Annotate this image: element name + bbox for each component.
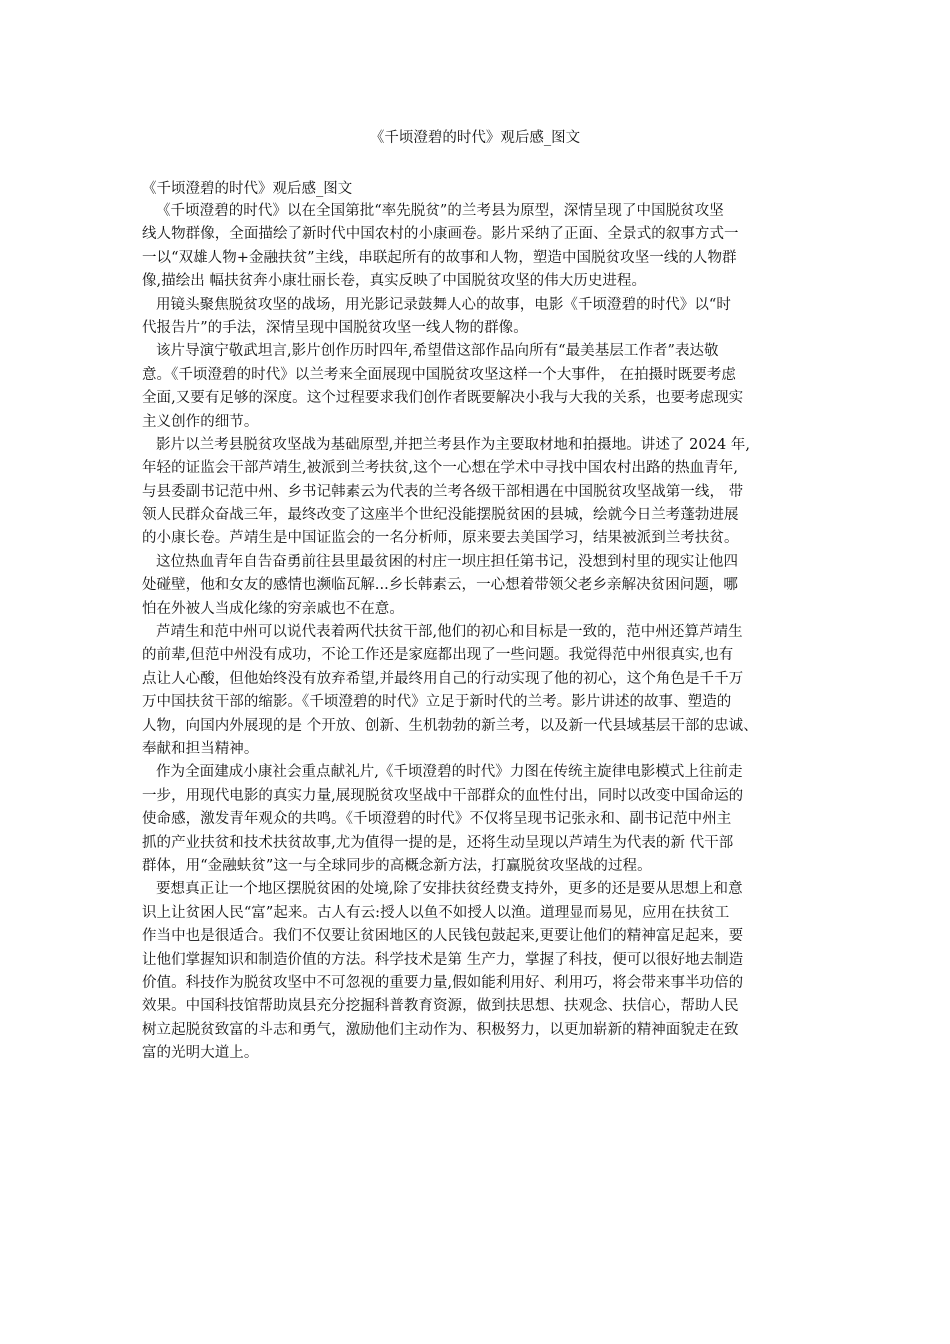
paragraph xyxy=(142,434,810,551)
text-line: 一步，用现代电影的真实力量,展现脱贫攻坚战中干部群众的血性付出，同时以改变中国命运的 xyxy=(142,787,744,804)
text-line: 抓的产业扶贫和技术扶贫故事,尤为值得一提的是，还将生动呈现以芦靖生为代表的新 代干部 xyxy=(142,834,734,851)
text-line: 意。《千顷澄碧的时代》以兰考来全面展现中国脱贫攻坚这样一个大事件， 在拍摄时既要考虑 xyxy=(142,366,736,383)
paragraph xyxy=(142,294,810,341)
text-line: 领人民群众奋战三年，最终改变了这座半个世纪没能摆脱贫困的县城，绘就今日兰考蓬勃进展 xyxy=(142,507,739,524)
text-line: 影片以兰考县脱贫攻坚战为基础原型,并把兰考县作为主要取材地和拍摄地。讲述了 2024 年, xyxy=(156,436,751,453)
paragraph xyxy=(142,878,810,1065)
text-line: 人物，向国内外展现的是 个开放、创新、生机勃勃的新兰考，以及新一代县域基层干部的忠诚、 xyxy=(142,717,758,734)
text-line: 的小康长卷。芦靖生是中国证监会的一名分析师，原来要去美国学习，结果被派到兰考扶贫。 xyxy=(142,530,739,547)
text-line: 全面,又要有足够的深度。这个过程要求我们创作者既要解决小我与大我的关系，也要考虑现实 xyxy=(142,390,744,407)
text-line: 的前辈,但范中州没有成功，不论工作还是家庭都出现了一些问题。我觉得范中州很真实,也有 xyxy=(142,647,734,664)
text-line: 富的光明大道上。 xyxy=(142,1045,259,1062)
text-line: 群体，用“金融蚨贫”这一与全球同步的高概念新方法，打赢脱贫攻坚战的过程。 xyxy=(142,857,652,874)
text-line: 作为全面建成小康社会重点献礼片,《千顷澄碧的时代》力图在传统主旋律电影模式上往前走 xyxy=(156,764,743,781)
text-line: 该片导演宁敬武坦言,影片创作历时四年,希望借这部作品向所有“最美基层工作者”表达敬 xyxy=(156,343,719,360)
text-line: 让他们掌握知识和制造价值的方法。科学技术是第 生产力，掌握了科技，便可以很好地去制造 xyxy=(142,951,744,968)
text-line: 怕在外被人当成化缘的穷亲戚也不在意。 xyxy=(142,600,404,617)
text-line: 线人物群像，全面描绘了新时代中国农村的小康画卷。影片采纳了正面、全景式的叙事方式一 xyxy=(142,226,739,243)
text-line: 奉献和担当精神。 xyxy=(142,740,259,757)
paragraph-list xyxy=(142,200,810,1065)
page-title: 《千顷澄碧的时代》观后感_图文 xyxy=(369,130,581,146)
paragraph xyxy=(142,621,810,761)
document-body xyxy=(142,178,810,1065)
text-line: 处碰壁，他和女友的感情也濒临瓦解...乡长韩素云，一心想着带领父老乡亲解决贫困问题，哪 xyxy=(142,577,738,594)
text-line: 《千顷澄碧的时代》以在全国第批“率先脱贫”的兰考县为原型，深情呈现了中国脱贫攻坚 xyxy=(156,203,724,219)
text-line: 芦靖生和范中州可以说代表着两代扶贫干部,他们的初心和目标是一致的，范中州还算芦靖生 xyxy=(156,624,743,641)
text-line: 代报告片”的手法，深情呈现中国脱贫攻坚一线人物的群像。 xyxy=(142,319,528,336)
text-line: 用镜头聚焦脱贫攻坚的战场，用光影记录鼓舞人心的故事，电影《千顷澄碧的时代》以“时 xyxy=(156,296,731,313)
text-line: 树立起脱贫致富的斗志和勇气，激励他们主动作为、积极努力，以更加崭新的精神面貌走在致 xyxy=(142,1021,739,1038)
text-line: 价值。科技作为脱贫攻坚中不可忽视的重要力量,假如能利用好、利用巧，将会带来事半功倍的 xyxy=(142,974,744,991)
paragraph xyxy=(142,761,810,878)
text-line: 识上让贫困人民“富”起来。古人有云:授人以鱼不如授人以渔。道理显而易见，应用在扶贫工 xyxy=(142,904,730,921)
paragraph xyxy=(142,200,810,294)
text-line: 点让人心酸，但他始终没有放弃希望,并最终用自己的行动实现了他的初心，这个角色是千千万 xyxy=(142,670,744,687)
document-subtitle: 《千顷澄碧的时代》观后感_图文 xyxy=(142,181,353,197)
text-line: 像,描绘出 幅扶贫奔小康壮丽长卷，真实反映了中国脱贫攻坚的伟大历史进程。 xyxy=(142,273,647,290)
text-line: 要想真正让一个地区摆脱贫困的处境,除了安排扶贫经费支持外，更多的还是要从思想上和意 xyxy=(156,881,743,898)
text-line: 效果。中国科技馆帮助岚县充分挖掘科普教育资源，做到扶思想、扶观念、扶信心，帮助人民 xyxy=(142,998,739,1015)
paragraph xyxy=(142,340,810,434)
text-line: 万中国扶贫干部的缩影。《千顷澄碧的时代》立足于新时代的兰考。影片讲述的故事、塑造的 xyxy=(142,694,732,711)
paragraph xyxy=(142,551,810,621)
text-line: 主义创作的细节。 xyxy=(142,413,259,430)
text-line: 一以“双雄人物+金融扶贫”主线，串联起所有的故事和人物，塑造中国脱贫攻坚一线的人物群 xyxy=(142,249,737,266)
text-line: 作当中也是很适合。我们不仅要让贫困地区的人民钱包鼓起来,更要让他们的精神富足起来，要 xyxy=(142,928,744,945)
text-line: 年轻的证监会干部芦靖生,被派到兰考扶贫,这个一心想在学术中寻找中国农村出路的热血青年, xyxy=(142,460,738,477)
text-line: 与县委副书记范中州、乡书记韩素云为代表的兰考各级干部相遇在中国脱贫攻坚战第一线， 带 xyxy=(142,483,744,500)
text-line: 使命感，激发青年观众的共鸣。《千顷澄碧的时代》不仅将呈现书记张永和、副书记范中州主 xyxy=(142,811,732,828)
text-line: 这位热血青年自告奋勇前往县里最贫困的村庄一坝庄担任第书记，没想到村里的现实让他四 xyxy=(156,553,738,570)
